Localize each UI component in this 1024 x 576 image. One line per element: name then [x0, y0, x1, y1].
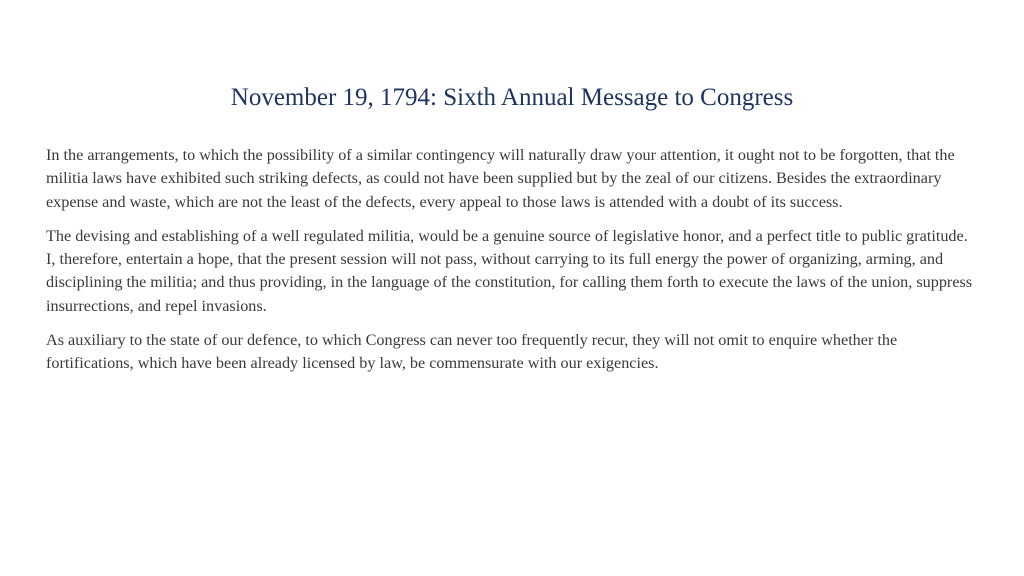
paragraph-3: As auxiliary to the state of our defence, to which Congress can never too frequently recur, they will not omit to enquire whether the fortifications, which have been already licensed by law, be commensurate with our exigencies. [46, 331, 898, 373]
document-body [46, 144, 978, 376]
paragraph-1: In the arrangements, to which the possibility of a similar contingency will naturally draw your attention, it ought not to be forgotten, that the militia laws have exhibited such striking defects, as could not have been supplied but by the zeal of our citizens. Besides the extraordinary expense and waste, which are not the least of the defects, every appeal to those laws is attended with a doubt of its success. [46, 146, 955, 211]
page-title: November 19, 1794: Sixth Annual Message to Congress [230, 84, 794, 111]
paragraph-2: The devising and establishing of a well regulated militia, would be a genuine source of legislative honor, and a perfect title to public gratitude. I, therefore, entertain a hope, that the present session will not pass, without carrying to its full energy the power of organizing, arming, and disciplining the militia; and thus providing, in the language of the constitution, for calling them forth to execute the laws of the union, suppress insurrections, and repel invasions. [46, 226, 973, 315]
